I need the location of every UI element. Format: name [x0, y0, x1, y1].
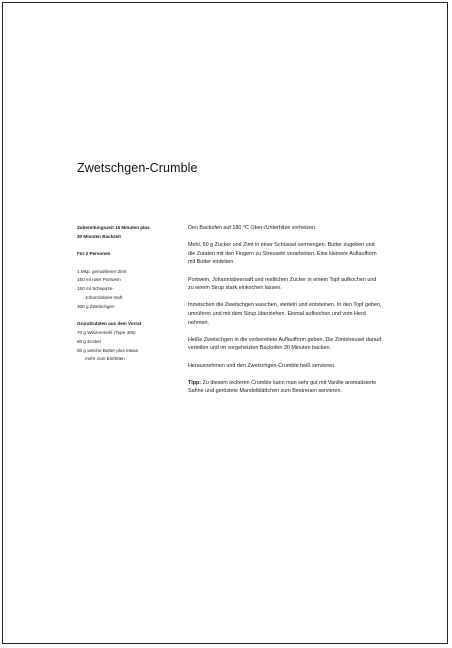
- ingredient-item: 150 ml roter Portwein: [77, 277, 121, 283]
- ingredient-item: 60 g Zucker: [77, 338, 102, 344]
- ingredient-item: 70 g Weizenmehl (Type 405): [77, 329, 136, 335]
- ingredient-item: Johannisbeer-Saft: [85, 294, 123, 300]
- pantry-heading: Grundzutaten aus dem Vorrat: [77, 321, 142, 327]
- prep-time-line-1: Zubereitungszeit 15 Minuten plus: [77, 225, 150, 230]
- ingredient-item: 50 g weiche Butter plus etwas: [77, 347, 139, 353]
- servings: Für 2 Personen: [77, 251, 111, 257]
- ingredient-item: 300 g Zwetschgen: [77, 303, 115, 309]
- prep-time-line-2: 30 Minuten Backzeit: [77, 233, 121, 239]
- ingredients-column: [77, 224, 179, 364]
- step-paragraph: Herausnehmen und den Zwetschgen-Crumble heiß servieren.: [188, 362, 336, 369]
- recipe-title: Zwetschgen-Crumble: [77, 161, 198, 175]
- ingredient-item: 1 Msp. gemahlener Zimt: [77, 268, 127, 274]
- step-paragraph: Portwein, Johannisbeersaft und restlichen Zucker in einem Topf aufkochen und zu einem Sirup stark einkochen lassen.: [188, 276, 377, 292]
- step-paragraph: Inzwischen die Zwetschgen waschen, vierteln und entsteinen. In den Topf geben, umrühren und mit dem Sirup überziehen. Einmal aufkochen und vom Herd nehmen.: [188, 302, 382, 326]
- tip-text: Zu diesem leckeren Crumble kann man sehr gut mit Vanille aromatisierte Sahne und geröstete Mandelblättchen zum Bestreuen servieren.: [188, 379, 377, 395]
- step-paragraph: Mehl, 50 g Zucker und Zimt in einer Schüssel vermengen. Butter zugeben und die Zutaten mit den Fingern zu Streuseln verarbeiten. Eine kleinere Auflaufform mit Butter einfetten.: [188, 242, 377, 266]
- ingredient-item: mehr zum Einfetten: [85, 356, 125, 362]
- ingredient-item: 150 ml Schwarze-: [77, 286, 114, 292]
- step-paragraph: Den Backofen auf 180 °C Ober-/Unterhitze vorheizen.: [188, 225, 317, 231]
- step-paragraph: Heiße Zwetschgen in die vorbereitete Auflaufform geben. Die Zimtstreusel darauf verteilen und im vorgeheizten Backofen 30 Minuten backen.: [188, 336, 382, 352]
- instructions-column: [188, 224, 383, 396]
- tip-paragraph: [188, 379, 383, 396]
- tip-label: Tipp:: [188, 379, 202, 386]
